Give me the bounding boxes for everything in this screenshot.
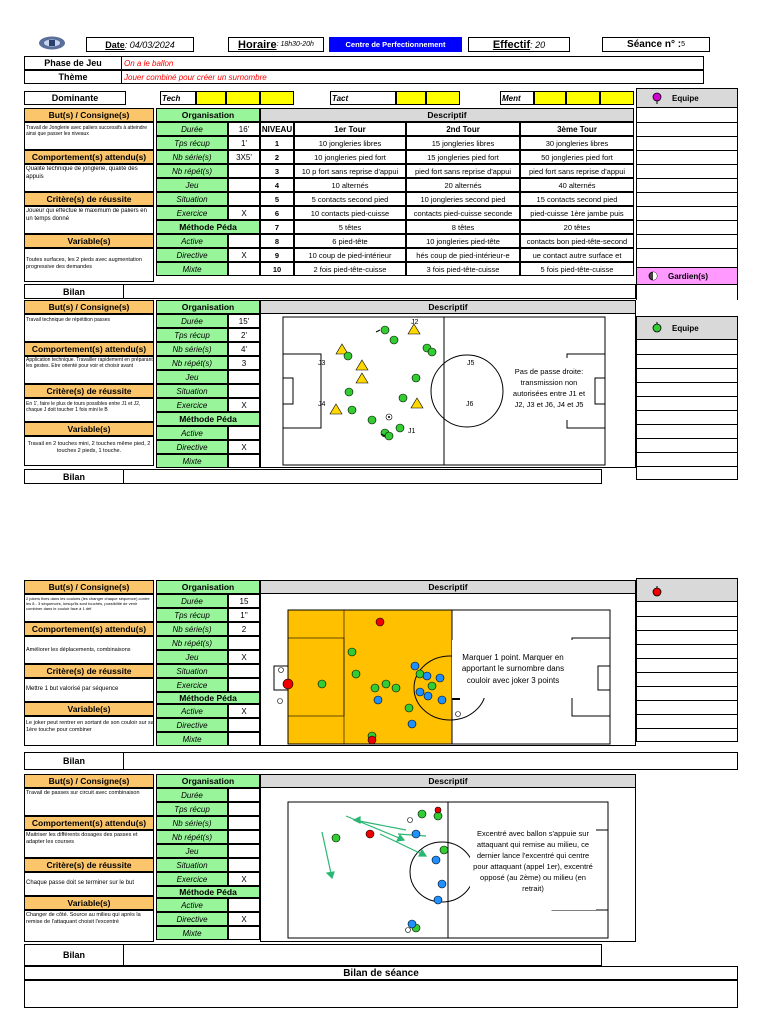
b2-variable-text: Travail en 2 touches mini, 2 touches même pied, 2 touches 2 pieds, 1 touche.: [27, 441, 151, 454]
level-number-cell: 8: [260, 234, 294, 248]
b1-critere-text: Joueur qui effectue le maximum de paliers en un temps donné: [26, 208, 147, 222]
red-jersey-icon: [652, 586, 662, 600]
b2-bilan-field[interactable]: [124, 470, 600, 483]
table-cell: 30 jongleries libres: [520, 136, 634, 150]
table-cell: pied fort sans reprise d'appui: [406, 164, 520, 178]
table-cell: 15 jongleries pied fort: [406, 150, 520, 164]
level-number-cell: 10: [260, 262, 294, 276]
b1-directive-label: Directive: [156, 248, 228, 262]
b2-tps-value[interactable]: 2': [228, 328, 260, 342]
table-header: 3ème Tour: [520, 122, 634, 136]
b2-jeu-value[interactable]: [228, 370, 260, 384]
table-header: 2nd Tour: [406, 122, 520, 136]
b4-mixte-value[interactable]: [228, 926, 260, 940]
b3-active-label: Active: [156, 704, 228, 718]
tech-label: Tech: [162, 93, 181, 103]
b2-but-text: Travail technique de répétition passes: [26, 317, 111, 323]
player-label: J6: [466, 401, 474, 408]
b2-descriptif-header: Descriptif: [260, 300, 636, 314]
blue-player-icon: [408, 920, 416, 928]
blue-player-icon: [424, 692, 432, 700]
b2-nbseries-value[interactable]: 4': [228, 342, 260, 356]
blue-player-icon: [438, 696, 446, 704]
blue-player-icon: [411, 662, 419, 670]
date-label: Date: [105, 39, 125, 50]
effectif-value: : 20: [530, 39, 546, 50]
b1-situation-label: Situation: [156, 192, 228, 206]
b3-organisation-header: Organisation: [156, 580, 260, 594]
b1-nbrepet-label: Nb répét(s): [156, 164, 228, 178]
b2-exercice-value[interactable]: X: [228, 398, 260, 412]
b4-jeu-label: Jeu: [156, 844, 228, 858]
player-label: J5: [467, 360, 475, 367]
b2-nbseries-label: Nb série(s): [156, 342, 228, 356]
level-number-cell: 9: [260, 248, 294, 262]
table-cell: 40 alternés: [520, 178, 634, 192]
b4-duree-value[interactable]: [228, 788, 260, 802]
gardiens-label: Gardien(s): [668, 271, 709, 281]
b1-active-value[interactable]: [228, 234, 260, 248]
table-cell: pied fort sans reprise d'appui: [520, 164, 634, 178]
b3-but-header: But(s) / Consigne(s): [24, 580, 154, 594]
table-cell: 5 fois pied-tête-cuisse: [520, 262, 634, 276]
b1-comportement-header: Comportement(s) attendu(s): [24, 150, 154, 164]
table-cell: 10 jongleries second pied: [406, 192, 520, 206]
b4-active-label: Active: [156, 898, 228, 912]
b2-but-header: But(s) / Consigne(s): [24, 300, 154, 314]
b2-organisation-header: Organisation: [156, 300, 260, 314]
b2-critere-header: Critère(s) de réussite: [24, 384, 154, 398]
b3-tps-label: Tps récup: [156, 608, 228, 622]
table-cell: 15 jongleries libres: [406, 136, 520, 150]
b3-duree-label: Durée: [156, 594, 228, 608]
ball-icon: [456, 712, 461, 717]
b2-active-value[interactable]: [228, 426, 260, 440]
b4-situation-label: Situation: [156, 858, 228, 872]
equipe-label-1: Equipe: [672, 93, 699, 103]
b2-comportement-header: Comportement(s) attendu(s): [24, 342, 154, 356]
b3-jeu-value[interactable]: X: [228, 650, 260, 664]
b1-critere-header: Critère(s) de réussite: [24, 192, 154, 206]
player-icon: [428, 682, 436, 690]
b3-exercice-label: Exercice: [156, 678, 228, 692]
horaire-value: : 18h30-20h: [276, 41, 314, 48]
theme-value: Jouer combiné pour créer un surnombre: [124, 72, 267, 82]
player-icon: [382, 680, 390, 688]
tact-cell-1[interactable]: [396, 91, 426, 105]
b1-organisation-header: Organisation: [156, 108, 260, 122]
b4-descriptif-header: Descriptif: [260, 774, 636, 788]
ball-icon: [279, 668, 284, 673]
blue-player-icon: [423, 672, 431, 680]
player-icon: [390, 336, 398, 344]
ment-cell-3[interactable]: [600, 91, 634, 105]
ball-icon: [406, 928, 411, 933]
b4-organisation-header: Organisation: [156, 774, 260, 788]
b4-variable-header: Variable(s): [24, 896, 154, 910]
date-value: : 04/03/2024: [124, 39, 175, 50]
b1-jeu-value[interactable]: [228, 178, 260, 192]
player-icon: [428, 348, 436, 356]
b3-nbseries-label: Nb série(s): [156, 622, 228, 636]
b4-but-header: But(s) / Consigne(s): [24, 774, 154, 788]
b3-duree-value[interactable]: 15: [228, 594, 260, 608]
b4-tps-value[interactable]: [228, 802, 260, 816]
b1-methode-header: Méthode Péda: [156, 220, 260, 234]
b3-but-text: 2 jokers fixes dans les couloirs (les changer chaque séquence) contre les 8 - 3 séquences, lorsqu'ils sont touchés, possibilité de venir combiner dans le couloir face à 1 déf: [26, 596, 150, 611]
level-number-cell: 5: [260, 192, 294, 206]
ball-icon: [386, 414, 392, 420]
player-label: J1: [408, 428, 416, 435]
b2-bilan-label: Bilan: [62, 471, 85, 482]
ment-label: Ment: [502, 93, 521, 103]
b3-nbseries-value[interactable]: 2: [228, 622, 260, 636]
b1-duree-value[interactable]: 16': [228, 122, 260, 136]
bilan-seance-title: Bilan de séance: [343, 967, 419, 979]
b3-methode-header: Méthode Péda: [156, 692, 260, 704]
logo: [38, 36, 66, 50]
ball-icon: [278, 699, 283, 704]
b4-critere-header: Critère(s) de réussite: [24, 858, 154, 872]
b1-exercice-value[interactable]: X: [228, 206, 260, 220]
b1-but-header: But(s) / Consigne(s): [24, 108, 154, 122]
b3-directive-value[interactable]: [228, 718, 260, 732]
b4-comportement-header: Comportement(s) attendu(s): [24, 816, 154, 830]
b4-methode-header: Méthode Péda: [156, 886, 260, 898]
b3-directive-label: Directive: [156, 718, 228, 732]
player-icon: [345, 388, 353, 396]
effectif-label: Effectif: [492, 38, 531, 51]
b1-nbseries-value[interactable]: 3X5': [228, 150, 260, 164]
b2-directive-label: Directive: [156, 440, 228, 454]
table-header: 1er Tour: [294, 122, 406, 136]
player-icon: [371, 684, 379, 692]
seance-label: Séance n° :: [627, 39, 682, 50]
level-number-cell: 7: [260, 220, 294, 234]
table-cell: 20 têtes: [520, 220, 634, 234]
table-cell: ue contact autre surface et: [520, 248, 634, 262]
table-cell: 50 jongleries pied fort: [520, 150, 634, 164]
b2-critere-text: En 1', faire le plus de tours possibles entre J1 et J2, chaque J doit toucher 1 fois mini le B: [26, 401, 141, 414]
b3-critere-text: Mettre 1 but valorisé par séquence: [26, 686, 119, 693]
theme-label: Thème: [58, 72, 88, 82]
ment-cell-2[interactable]: [566, 91, 600, 105]
b1-variable-header: Variable(s): [24, 234, 154, 248]
b1-level-table: [260, 122, 634, 282]
tech-cell-2[interactable]: [226, 91, 260, 105]
b3-variable-header: Variable(s): [24, 702, 154, 716]
player-icon: [332, 834, 340, 842]
b1-bilan-field[interactable]: [124, 285, 634, 298]
b3-exercice-value[interactable]: [228, 678, 260, 692]
b4-duree-label: Durée: [156, 788, 228, 802]
ment-cell-1[interactable]: [534, 91, 566, 105]
table-cell: 3 fois pied-tête-cuisse: [406, 262, 520, 276]
b3-bilan-label: Bilan: [62, 756, 85, 766]
player-label: J4: [318, 401, 326, 408]
b4-nbrepet-value[interactable]: [228, 830, 260, 844]
table-cell: hés coup de pied-intérieur-e: [406, 248, 520, 262]
b1-duree-label: Durée: [156, 122, 228, 136]
b2-situation-label: Situation: [156, 384, 228, 398]
b3-descriptif-header: Descriptif: [260, 580, 636, 594]
b2-nbrepet-label: Nb répét(s): [156, 356, 228, 370]
bilan-seance-field[interactable]: [24, 980, 738, 1008]
b2-jeu-label: Jeu: [156, 370, 228, 384]
table-cell: 10 alternés: [294, 178, 406, 192]
table-cell: 2 fois pied-tête-cuisse: [294, 262, 406, 276]
level-number-cell: 3: [260, 164, 294, 178]
b3-variable-text: Le joker peut rentrer en sortant de son couloir sur sa 1ère touche pour combiner: [26, 720, 154, 733]
player-icon: [399, 394, 407, 402]
b3-active-value[interactable]: X: [228, 704, 260, 718]
b2-duree-label: Durée: [156, 314, 228, 328]
b2-methode-header: Méthode Péda: [156, 412, 260, 426]
b2-mixte-label: Mixte: [156, 454, 228, 468]
goalkeeper-icon: [648, 271, 658, 281]
table-cell: 10 contacts pied-cuisse: [294, 206, 406, 220]
blue-player-icon: [432, 856, 440, 864]
phase-label: Phase de Jeu: [44, 58, 102, 68]
b3-comportement-header: Comportement(s) attendu(s): [24, 622, 154, 636]
table-cell: 10 p fort sans reprise d'appui: [294, 164, 406, 178]
player-icon: [396, 424, 404, 432]
ball-icon: [408, 818, 413, 823]
b3-situation-label: Situation: [156, 664, 228, 678]
b3-mixte-value[interactable]: [228, 732, 260, 746]
player-icon: [392, 684, 400, 692]
player-icon: [440, 846, 448, 854]
b2-note: Pas de passe droite: transmission non autorisées entre J1 et J2, J3 et J6, J4 et J5: [508, 358, 590, 420]
b4-exercice-value[interactable]: X: [228, 872, 260, 886]
table-cell: 20 alternés: [406, 178, 520, 192]
b3-mixte-label: Mixte: [156, 732, 228, 746]
b2-duree-value[interactable]: 15': [228, 314, 260, 328]
tech-cell-3[interactable]: [260, 91, 294, 105]
table-cell: contacts pied-cuisse seconde: [406, 206, 520, 220]
player-label: J2: [411, 319, 419, 326]
b4-but-text: Travail de passes sur circuit avec combinaison: [26, 790, 140, 796]
table-cell: 5 contacts second pied: [294, 192, 406, 206]
pink-jersey-icon: [652, 92, 662, 104]
level-number-cell: 2: [260, 150, 294, 164]
b4-nbseries-value[interactable]: [228, 816, 260, 830]
level-number-cell: 1: [260, 136, 294, 150]
blue-player-icon: [374, 696, 382, 704]
table-cell: 10 jongleries pied-tête: [406, 234, 520, 248]
b4-nbseries-label: Nb série(s): [156, 816, 228, 830]
centre-badge: Centre de Perfectionnement: [329, 37, 462, 52]
red-player-icon: [376, 618, 384, 626]
blue-player-icon: [408, 720, 416, 728]
player-icon: [412, 374, 420, 382]
b4-tps-label: Tps récup: [156, 802, 228, 816]
player-icon: [352, 670, 360, 678]
b4-active-value[interactable]: [228, 898, 260, 912]
b1-but-text: Travail de Jonglerie avec paliers successifs à atteindre ainsi que passer les niveaux: [26, 125, 147, 138]
table-cell: 10 jongleries pied fort: [294, 150, 406, 164]
player-icon: [368, 416, 376, 424]
tact-label: Tact: [332, 93, 349, 103]
player-icon: [348, 648, 356, 656]
red-player-icon: [368, 736, 376, 744]
level-number-cell: 4: [260, 178, 294, 192]
b2-exercice-label: Exercice: [156, 398, 228, 412]
tact-cell-2[interactable]: [426, 91, 460, 105]
b1-exercice-label: Exercice: [156, 206, 228, 220]
b2-mixte-value[interactable]: [228, 454, 260, 468]
b1-situation-value[interactable]: [228, 192, 260, 206]
player-icon: [318, 680, 326, 688]
table-cell: contacts bon pied-tête-second: [520, 234, 634, 248]
table-cell: 10 coup de pied-intérieur: [294, 248, 406, 262]
red-player-icon: [283, 679, 293, 689]
b4-jeu-value[interactable]: [228, 844, 260, 858]
b3-note: Marquer 1 point. Marquer en apportant le surnombre dans couloir avec joker 3 points: [452, 640, 574, 698]
b4-comportement-text: Maitriser les différents dosages des passes et adapter les courses: [26, 832, 138, 845]
b1-tps-label: Tps récup: [156, 136, 228, 150]
b2-active-label: Active: [156, 426, 228, 440]
b2-situation-value[interactable]: [228, 384, 260, 398]
b2-nbrepet-value[interactable]: 3: [228, 356, 260, 370]
tech-cell-1[interactable]: [196, 91, 226, 105]
blue-player-icon: [434, 896, 442, 904]
b3-nbrepet-label: Nb répét(s): [156, 636, 228, 650]
blue-player-icon: [436, 674, 444, 682]
b4-directive-value[interactable]: X: [228, 912, 260, 926]
b2-tps-label: Tps récup: [156, 328, 228, 342]
seance-value: 5: [681, 41, 685, 48]
b1-active-label: Active: [156, 234, 228, 248]
phase-value: On a le ballon: [124, 58, 174, 68]
player-label: J3: [318, 360, 326, 367]
b4-note: Excentré avec ballon s'appuie sur attaquant qui remise au milieu, ce dernier lance l'excentré qui centre pour attaquant (appel 1er), excentré opposé (au 2ème) ou milieu (en retrait): [470, 814, 596, 910]
b1-directive-value[interactable]: X: [228, 248, 260, 262]
blue-player-icon: [416, 688, 424, 696]
b1-tps-value[interactable]: 1': [228, 136, 260, 150]
b1-comportement-text: Qualité technique de jonglerie, qualité des appuis: [26, 166, 138, 180]
player-icon: [418, 810, 426, 818]
b4-bilan-label: Bilan: [62, 950, 85, 960]
red-player-icon: [366, 830, 374, 838]
b1-bilan-label: Bilan: [62, 286, 85, 297]
b3-bilan-field[interactable]: [124, 753, 736, 769]
b4-variable-text: Changer de côté. Source au milieu qui après la remise de l'attaquant choisit l'excentré: [26, 912, 141, 925]
table-cell: 6 pied-tête: [294, 234, 406, 248]
b3-tps-value[interactable]: 1'': [228, 608, 260, 622]
b3-situation-value[interactable]: [228, 664, 260, 678]
green-jersey-icon: [652, 322, 662, 334]
b4-nbrepet-label: Nb répét(s): [156, 830, 228, 844]
b4-mixte-label: Mixte: [156, 926, 228, 940]
b1-nbrepet-value[interactable]: [228, 164, 260, 178]
b3-comportement-text: Améliorer les déplacements, combinaisons: [26, 646, 131, 653]
b1-descriptif-header: Descriptif: [260, 108, 634, 122]
b3-critere-header: Critère(s) de réussite: [24, 664, 154, 678]
b4-critere-text: Chaque passe doit se terminer sur le but: [26, 880, 135, 887]
blue-player-icon: [412, 830, 420, 838]
b4-bilan-field[interactable]: [124, 945, 600, 965]
blue-player-icon: [438, 880, 446, 888]
b3-nbrepet-value[interactable]: [228, 636, 260, 650]
table-cell: pied-cuisse 1ère jambe puis: [520, 206, 634, 220]
b2-comportement-text: Application technique. Travailler rapidement en préparant les gestes. Etre orienté pour voir et choisir avant: [26, 357, 153, 370]
table-cell: 5 têtes: [294, 220, 406, 234]
b1-mixte-value[interactable]: [228, 262, 260, 276]
table-header: NIVEAU: [260, 122, 294, 136]
red-player-icon: [435, 807, 441, 813]
b1-mixte-label: Mixte: [156, 262, 228, 276]
b4-exercice-label: Exercice: [156, 872, 228, 886]
b4-situation-value[interactable]: [228, 858, 260, 872]
dominante-label: Dominante: [51, 93, 99, 103]
b1-variable-text: Toutes surfaces, les 2 pieds avec augmentation progressive des demandes: [26, 257, 142, 270]
player-icon: [405, 704, 413, 712]
table-cell: 15 contacts second pied: [520, 192, 634, 206]
table-cell: 8 têtes: [406, 220, 520, 234]
player-icon: [344, 352, 352, 360]
b1-nbseries-label: Nb série(s): [156, 150, 228, 164]
b1-jeu-label: Jeu: [156, 178, 228, 192]
level-number-cell: 6: [260, 206, 294, 220]
b4-directive-label: Directive: [156, 912, 228, 926]
table-cell: 10 jongleries libres: [294, 136, 406, 150]
b2-variable-header: Variable(s): [24, 422, 154, 436]
b2-directive-value[interactable]: X: [228, 440, 260, 454]
b3-jeu-label: Jeu: [156, 650, 228, 664]
horaire-label: Horaire: [238, 38, 277, 51]
equipe-label-2: Equipe: [672, 323, 699, 333]
player-icon: [348, 406, 356, 414]
